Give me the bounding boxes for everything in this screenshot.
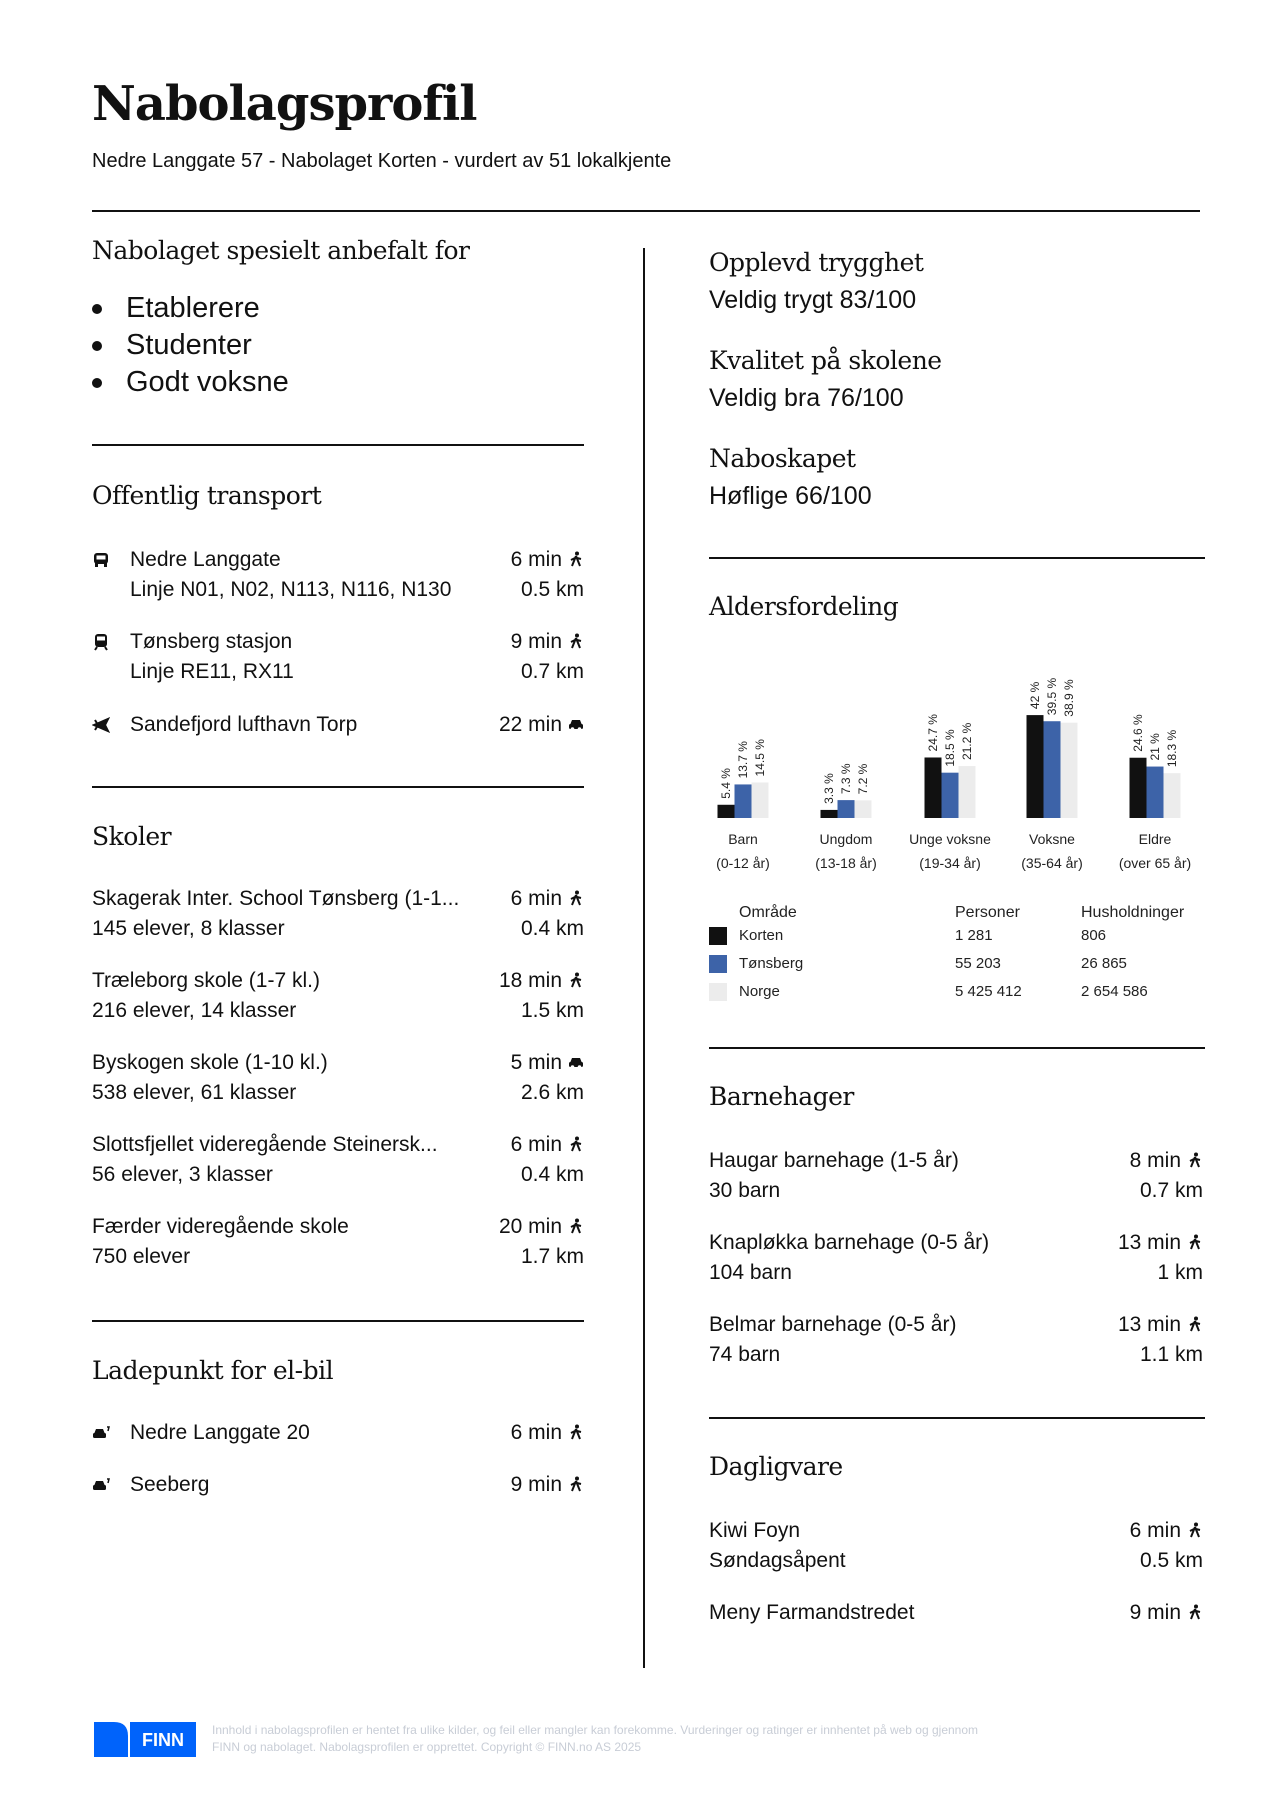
charging-time: 6 min	[511, 1418, 584, 1448]
data-label: 38.9 %	[1062, 679, 1076, 717]
legend-swatch	[709, 927, 727, 945]
walk-icon	[568, 633, 584, 649]
data-label: 14.5 %	[753, 739, 767, 777]
data-label: 13.7 %	[736, 741, 750, 779]
transport-distance: 0.5 km	[520, 578, 584, 601]
walk-icon	[1187, 1316, 1203, 1332]
category-label: Ungdom	[819, 831, 873, 847]
walk-icon	[568, 551, 584, 567]
groceries-heading: Dagligvare	[709, 1452, 843, 1481]
section-divider	[709, 1417, 1205, 1419]
kindergarten-name: Haugar barnehage (1-5 år)	[709, 1149, 959, 1172]
school-time: 18 min	[499, 966, 584, 996]
rating-heading: Kvalitet på skolene	[709, 346, 942, 375]
kindergartens-heading: Barnehager	[709, 1082, 854, 1111]
header-divider	[92, 210, 1200, 212]
schools-heading: Skoler	[92, 822, 172, 851]
data-label: 24.7 %	[926, 714, 940, 752]
grocery-time: 6 min	[1130, 1516, 1203, 1546]
data-label: 21.2 %	[960, 722, 974, 761]
school-distance: 2.6 km	[520, 1081, 584, 1104]
legend-area-name: Tønsberg	[739, 955, 804, 972]
category-label: Eldre	[1138, 831, 1172, 847]
school-name: Byskogen skole (1-10 kl.)	[92, 1051, 328, 1074]
kindergarten-detail: 104 barn	[709, 1261, 792, 1284]
section-divider	[92, 786, 584, 788]
legend-households-label: Husholdninger	[1081, 904, 1185, 921]
rating-value: Veldig bra 76/100	[709, 384, 904, 412]
list-item: Studenter	[92, 327, 289, 364]
rating-heading: Opplevd trygghet	[709, 248, 924, 277]
rating-value: Veldig trygt 83/100	[709, 286, 917, 314]
transport-name: Nedre Langgate	[130, 548, 281, 571]
transport-name: Tønsberg stasjon	[130, 630, 293, 653]
school-detail: 216 elever, 14 klasser	[92, 999, 297, 1022]
bar-norge	[752, 782, 769, 818]
walk-icon	[1187, 1234, 1203, 1250]
data-label: 3.3 %	[822, 773, 836, 804]
school-name: Træleborg skole (1-7 kl.)	[92, 969, 320, 992]
category-label: Unge voksne	[909, 831, 991, 847]
age-chart	[700, 640, 1210, 890]
bar-tønsberg	[1044, 721, 1061, 818]
kindergarten-detail: 74 barn	[709, 1343, 781, 1366]
kindergarten-time: 13 min	[1118, 1310, 1203, 1340]
airplane-icon	[92, 716, 110, 734]
data-label: 7.3 %	[839, 763, 853, 795]
school-time: 5 min	[511, 1048, 584, 1078]
legend-area-name: Norge	[739, 983, 780, 1000]
grocery-detail: Søndagsåpent	[709, 1549, 846, 1572]
bar-tønsberg	[942, 773, 959, 818]
section-divider	[92, 1320, 584, 1322]
category-label: Barn	[728, 831, 758, 847]
section-divider	[709, 1047, 1205, 1049]
walk-icon	[568, 1218, 584, 1234]
transport-distance: 0.7 km	[520, 660, 584, 683]
school-time: 6 min	[511, 884, 584, 914]
legend-area-name: Korten	[739, 927, 784, 944]
rating-heading: Naboskapet	[709, 444, 856, 473]
transport-time: 22 min	[499, 710, 584, 740]
category-sublabel: (over 65 år)	[1118, 855, 1192, 871]
school-detail: 145 elever, 8 klasser	[92, 917, 285, 940]
section-divider	[92, 444, 584, 446]
walk-icon	[1187, 1604, 1203, 1620]
bar-norge	[855, 800, 872, 818]
kindergarten-detail: 30 barn	[709, 1179, 781, 1202]
transport-name: Sandefjord lufthavn Torp	[130, 713, 358, 736]
legend-households: 806	[1081, 927, 1107, 944]
bus-icon	[92, 551, 110, 569]
bar-tønsberg	[838, 800, 855, 818]
category-sublabel: (0-12 år)	[716, 855, 770, 871]
grocery-time: 9 min	[1130, 1598, 1203, 1628]
bar-tønsberg	[735, 784, 752, 818]
data-label: 18.3 %	[1165, 729, 1179, 768]
category-sublabel: (35-64 år)	[1021, 855, 1083, 871]
school-detail: 538 elever, 61 klasser	[92, 1081, 297, 1104]
page-subtitle: Nedre Langgate 57 - Nabolaget Korten - vurdert av 51 lokalkjente	[92, 150, 672, 172]
grocery-name: Kiwi Foyn	[709, 1519, 801, 1542]
legend-persons: 1 281	[955, 927, 993, 944]
legend-swatch	[709, 983, 727, 1001]
walk-icon	[568, 972, 584, 988]
charging-name: Seeberg	[130, 1473, 210, 1496]
walk-icon	[568, 1424, 584, 1440]
bullet-icon	[92, 304, 102, 314]
finn-logo-text: FINN	[142, 1730, 184, 1750]
section-divider	[709, 557, 1205, 559]
ev-charger-icon	[92, 1424, 110, 1442]
legend-households: 26 865	[1081, 955, 1127, 972]
page-title: Nabolagsprofil	[92, 76, 477, 132]
list-item: Godt voksne	[92, 364, 289, 401]
bar-norge	[959, 766, 976, 818]
data-label: 39.5 %	[1045, 677, 1059, 716]
category-label: Voksne	[1029, 831, 1075, 847]
bar-norge	[1164, 773, 1181, 818]
legend-area-label: Område	[739, 904, 797, 921]
school-distance: 0.4 km	[520, 917, 584, 940]
bar-korten	[821, 810, 838, 818]
bullet-icon	[92, 378, 102, 388]
data-label: 21 %	[1148, 733, 1162, 761]
kindergarten-name: Knapløkka barnehage (0-5 år)	[709, 1231, 990, 1254]
bullet-icon	[92, 341, 102, 351]
walk-icon	[568, 1476, 584, 1492]
kindergarten-distance: 1.1 km	[1139, 1343, 1203, 1366]
category-sublabel: (19-34 år)	[919, 855, 981, 871]
legend-persons: 55 203	[955, 955, 1001, 972]
school-detail: 56 elever, 3 klasser	[92, 1163, 273, 1186]
transport-detail: Linje N01, N02, N113, N116, N130	[130, 578, 452, 601]
school-name: Færder videregående skole	[92, 1215, 349, 1238]
age-heading: Aldersfordeling	[709, 592, 899, 621]
transport-time: 6 min	[511, 545, 584, 575]
data-label: 5.4 %	[719, 768, 733, 799]
transport-time: 9 min	[511, 627, 584, 657]
legend-persons-label: Personer	[955, 904, 1020, 921]
school-name: Skagerak Inter. School Tønsberg (1-1...	[92, 887, 460, 910]
school-distance: 1.5 km	[520, 999, 584, 1022]
bar-norge	[1061, 723, 1078, 818]
bar-tønsberg	[1147, 767, 1164, 818]
transport-detail: Linje RE11, RX11	[130, 660, 294, 683]
school-detail: 750 elever	[92, 1245, 191, 1268]
data-label: 18.5 %	[943, 729, 957, 767]
ev-charger-icon	[92, 1476, 110, 1494]
kindergarten-distance: 1 km	[1157, 1261, 1203, 1284]
kindergarten-time: 13 min	[1118, 1228, 1203, 1258]
charging-time: 9 min	[511, 1470, 584, 1500]
recommended-list	[92, 290, 289, 401]
bar-korten	[718, 805, 735, 818]
finn-logo	[94, 1722, 196, 1757]
category-sublabel: (13-18 år)	[815, 855, 877, 871]
data-label: 42 %	[1028, 681, 1042, 710]
school-time: 20 min	[499, 1212, 584, 1242]
bar-korten	[1130, 758, 1147, 818]
bar-korten	[1027, 715, 1044, 818]
data-label: 24.6 %	[1131, 714, 1145, 752]
data-label: 7.2 %	[856, 763, 870, 795]
school-time: 6 min	[511, 1130, 584, 1160]
list-item: Etablerere	[92, 290, 289, 327]
kindergarten-time: 8 min	[1130, 1146, 1203, 1176]
walk-icon	[1187, 1152, 1203, 1168]
car-icon	[568, 1054, 584, 1070]
walk-icon	[568, 1136, 584, 1152]
rating-value: Høflige 66/100	[709, 482, 872, 510]
recommended-heading: Nabolaget spesielt anbefalt for	[92, 236, 470, 265]
walk-icon	[1187, 1522, 1203, 1538]
school-distance: 1.7 km	[520, 1245, 584, 1268]
charging-name: Nedre Langgate 20	[130, 1421, 310, 1444]
train-icon	[92, 633, 110, 651]
kindergarten-distance: 0.7 km	[1139, 1179, 1203, 1202]
transport-heading: Offentlig transport	[92, 481, 322, 510]
legend-households: 2 654 586	[1081, 983, 1148, 1000]
school-distance: 0.4 km	[520, 1163, 584, 1186]
walk-icon	[568, 890, 584, 906]
legend-swatch	[709, 955, 727, 973]
charging-heading: Ladepunkt for el-bil	[92, 1356, 334, 1385]
column-divider	[643, 248, 645, 1668]
school-name: Slottsfjellet videregående Steinersk...	[92, 1133, 438, 1156]
car-icon	[568, 716, 584, 732]
kindergarten-name: Belmar barnehage (0-5 år)	[709, 1313, 957, 1336]
grocery-distance: 0.5 km	[1139, 1549, 1203, 1572]
legend-persons: 5 425 412	[955, 983, 1022, 1000]
bar-korten	[925, 757, 942, 818]
footer-disclaimer: Innhold i nabolagsprofilen er hentet fra ulike kilder, og feil eller mangler kan forekomme. Vurderinger og ratinger er innhentet på web og gjennom FINN og nabolaget. Nabolagsprofilen er opprettet. Copyright © FINN.no AS 2025	[212, 1723, 979, 1754]
grocery-name: Meny Farmandstredet	[709, 1601, 915, 1624]
